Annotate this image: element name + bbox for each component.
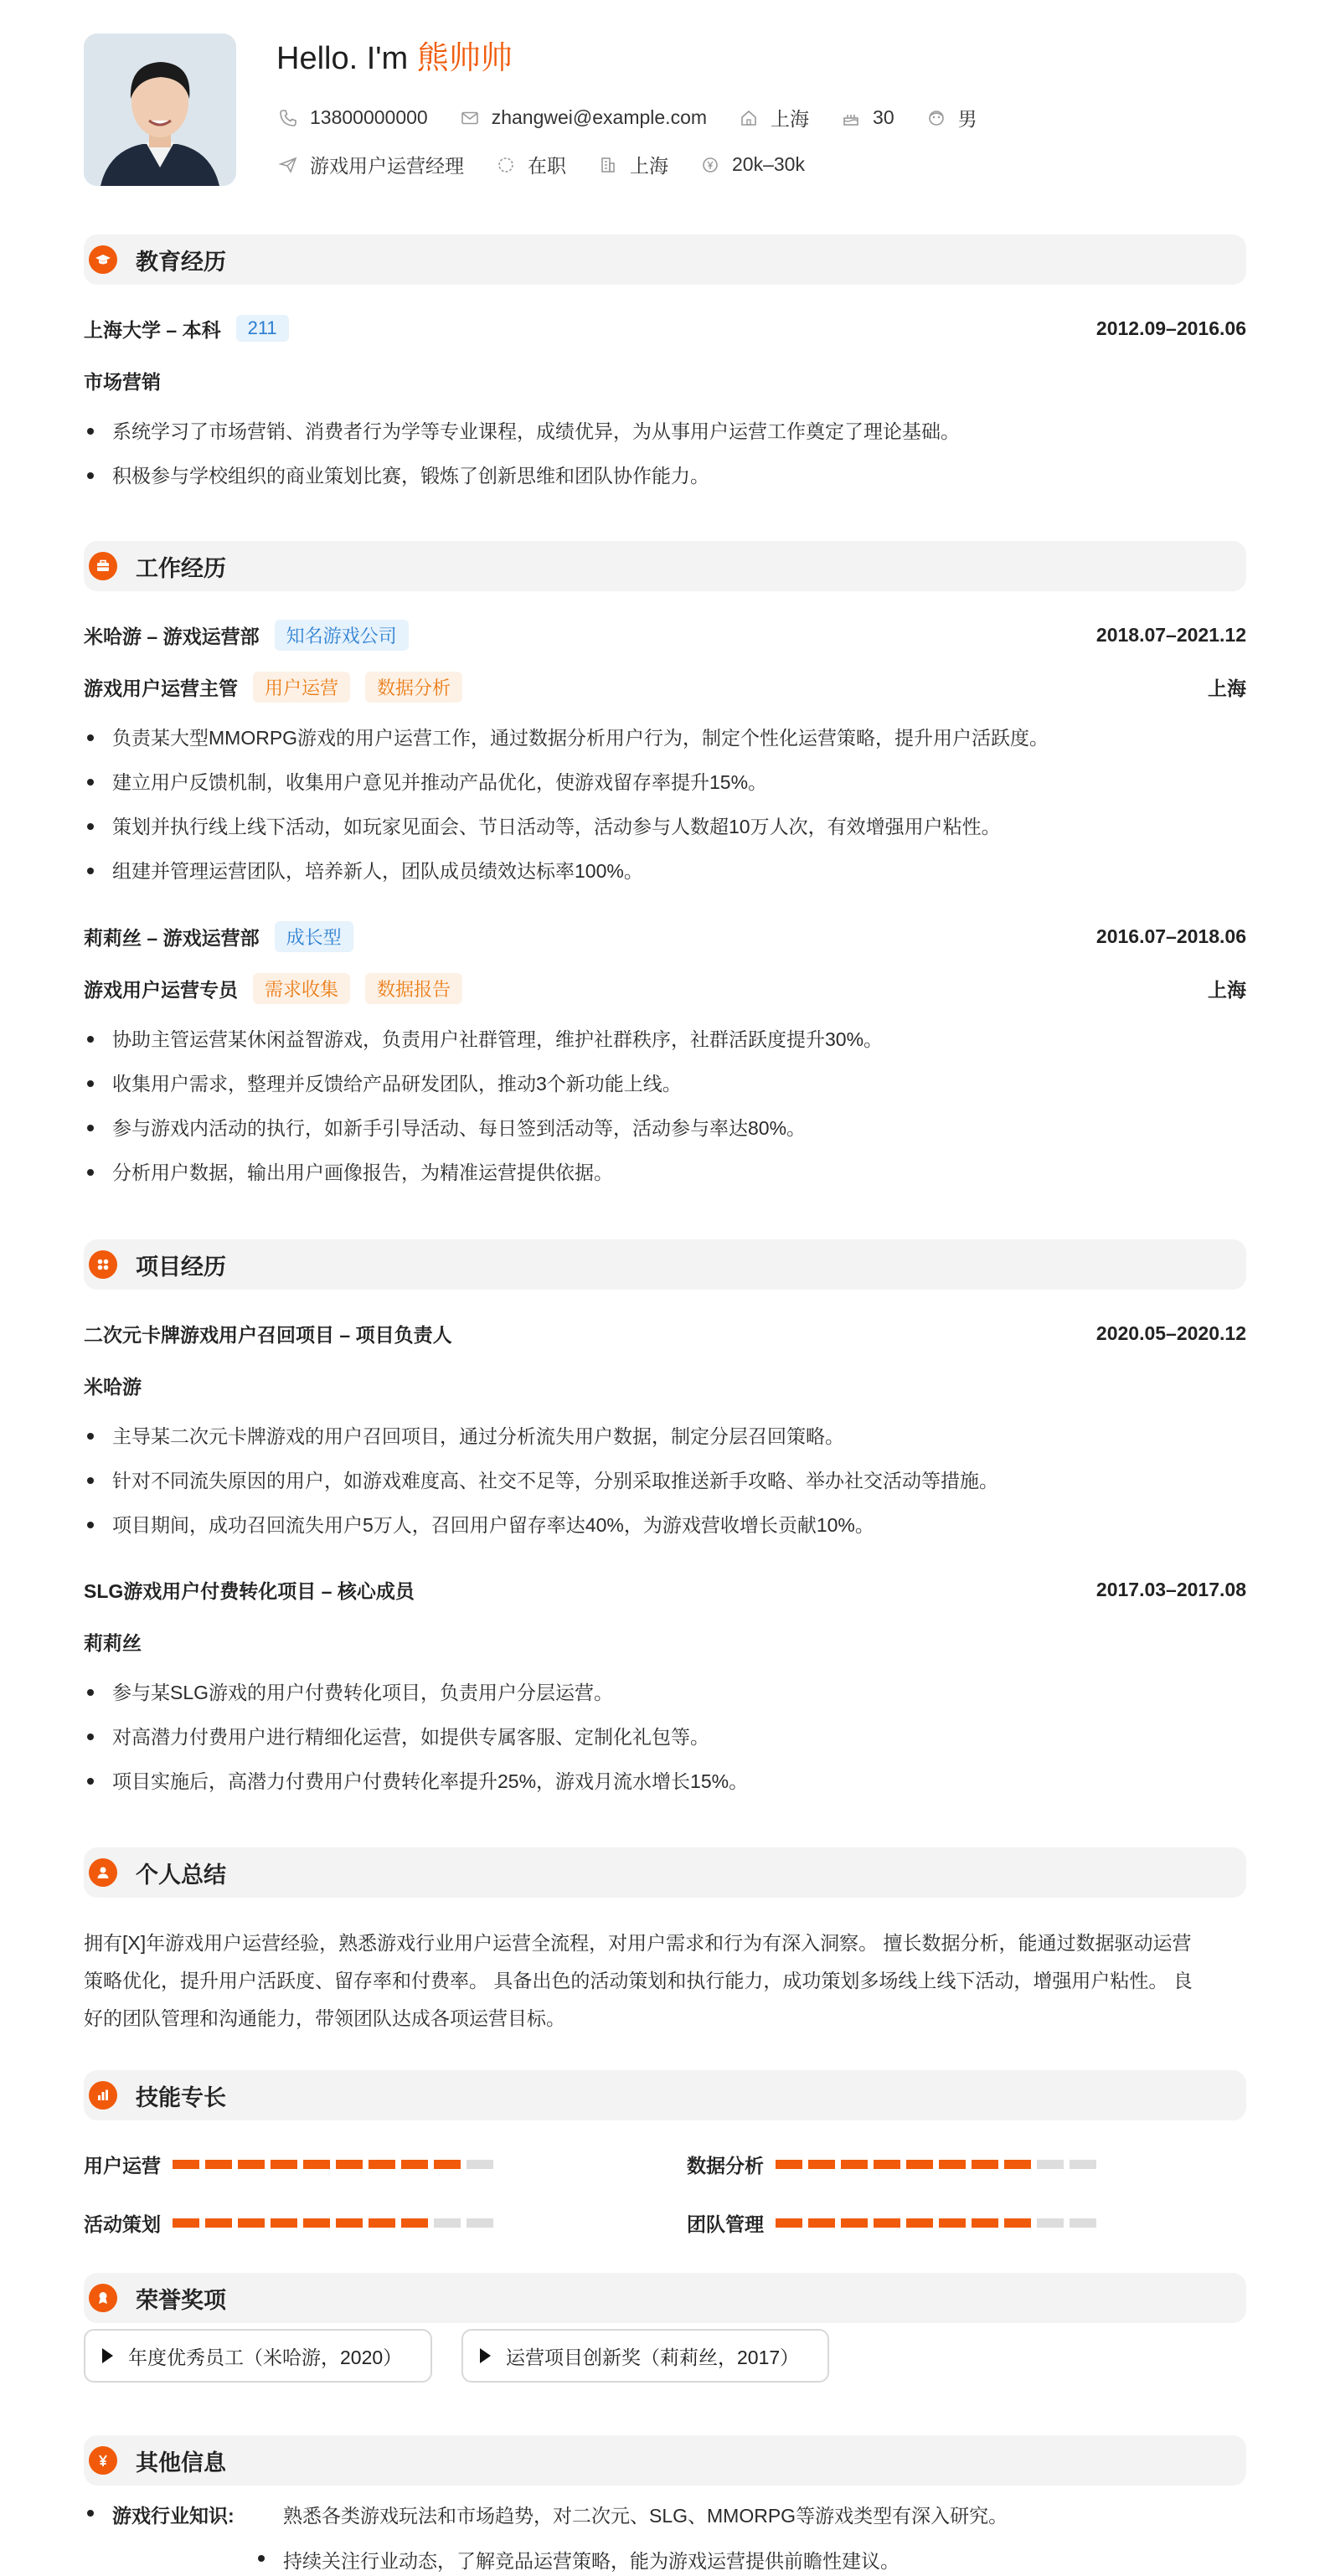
skill-event-planning bbox=[84, 2209, 499, 2237]
hometown-value: 上海 bbox=[771, 108, 810, 130]
section-title: 个人总结 bbox=[136, 1862, 226, 1888]
skill-segment-filled bbox=[808, 2218, 835, 2228]
section-title: 其他信息 bbox=[136, 2450, 226, 2476]
bullet-dot bbox=[87, 2510, 94, 2517]
section-title: 技能专长 bbox=[136, 2084, 226, 2110]
greeting-text: Hello. I'm bbox=[276, 41, 417, 76]
skill-segment-filled bbox=[1004, 2160, 1031, 2169]
skill-segment-filled bbox=[401, 2160, 428, 2169]
skill-segment-filled bbox=[808, 2160, 835, 2169]
list-item: 针对不同流失原因的用户，如游戏难度高、社交不足等，分别采取推送新手攻略、举办社交活动等措施。 bbox=[84, 1468, 1246, 1512]
skill-segment-filled bbox=[173, 2160, 199, 2169]
company-tag: 成长型 bbox=[275, 921, 353, 952]
grid-icon bbox=[89, 1250, 117, 1279]
work-date: 2016.07–2018.06 bbox=[1095, 925, 1246, 947]
company-name: 莉莉丝 – 游戏运营部 bbox=[84, 926, 260, 949]
section-education bbox=[84, 234, 1246, 285]
email-item bbox=[460, 106, 707, 129]
cake-icon bbox=[841, 108, 861, 128]
skill-segment-filled bbox=[972, 2160, 998, 2169]
greeting-title bbox=[276, 32, 513, 78]
skill-team-management bbox=[687, 2209, 1102, 2237]
skill-segment-empty bbox=[467, 2160, 493, 2169]
skill-segment-filled bbox=[841, 2160, 868, 2169]
skill-segment-empty bbox=[1037, 2160, 1064, 2169]
education-bullets bbox=[84, 419, 1246, 507]
list-item: 项目实施后，高潜力付费用户付费转化率提升25%，游戏月流水增长15%。 bbox=[84, 1769, 1246, 1813]
section-title: 项目经历 bbox=[136, 1254, 226, 1280]
skill-segment-filled bbox=[303, 2160, 330, 2169]
work-role-2 bbox=[84, 973, 1246, 1003]
status-icon bbox=[496, 155, 516, 175]
summary-line: 好的团队管理和沟通能力，带领团队达成各项运营目标。 bbox=[84, 2007, 565, 2029]
position-value: 游戏用户运营经理 bbox=[310, 155, 464, 177]
project-company: 米哈游 bbox=[84, 1375, 142, 1398]
award-label: 运营项目创新奖（莉莉丝，2017） bbox=[506, 2346, 800, 2368]
graduation-cap-icon bbox=[89, 245, 117, 274]
section-skills bbox=[84, 2070, 1246, 2120]
project-date: 2017.03–2017.08 bbox=[1095, 1578, 1246, 1600]
work-bullets-1 bbox=[84, 725, 1246, 903]
bar-chart-icon bbox=[89, 2081, 117, 2110]
bullet-dot bbox=[258, 2555, 265, 2562]
candidate-name: 熊帅帅 bbox=[416, 41, 513, 76]
skill-segment-filled bbox=[874, 2160, 900, 2169]
skill-name: 团队管理 bbox=[687, 2213, 764, 2235]
hometown-item bbox=[739, 104, 809, 131]
award-card bbox=[84, 2329, 432, 2383]
project-title: 二次元卡牌游戏用户召回项目 – 项目负责人 bbox=[84, 1323, 452, 1346]
list-item: 参与某SLG游戏的用户付费转化项目，负责用户分层运营。 bbox=[84, 1680, 1246, 1724]
skill-segment-filled bbox=[776, 2218, 802, 2228]
list-item: 项目期间，成功召回流失用户5万人，召回用户留存率达40%，为游戏营收增长贡献10%。 bbox=[84, 1512, 1246, 1557]
home-icon bbox=[739, 108, 759, 128]
skill-segment-filled bbox=[939, 2218, 966, 2228]
other-label: 游戏行业知识: bbox=[112, 2505, 235, 2527]
role-title: 游戏用户运营专员 bbox=[84, 978, 238, 1001]
age-item bbox=[841, 106, 894, 129]
position-item bbox=[278, 151, 464, 178]
section-other bbox=[84, 2435, 1246, 2486]
list-item: 建立用户反馈机制，收集用户意见并推动产品优化，使游戏留存率提升15%。 bbox=[84, 770, 1246, 814]
project-title: SLG游戏用户付费转化项目 – 核心成员 bbox=[84, 1579, 415, 1602]
briefcase-icon bbox=[89, 552, 117, 580]
skill-segment-filled bbox=[401, 2218, 428, 2228]
skill-segment-filled bbox=[271, 2160, 297, 2169]
phone-value: 13800000000 bbox=[310, 106, 428, 128]
work-header-2 bbox=[84, 921, 1246, 951]
skill-level-bar bbox=[173, 2218, 499, 2228]
skill-tag: 用户运营 bbox=[253, 672, 350, 703]
list-item: 积极参与学校组织的商业策划比赛，锻炼了创新思维和团队协作能力。 bbox=[84, 463, 1246, 507]
other-row-1 bbox=[84, 2501, 1246, 2531]
major-row bbox=[84, 365, 1246, 395]
salary-item bbox=[700, 153, 805, 176]
list-item: 协助主管运营某休闲益智游戏，负责用户社群管理，维护社群秩序，社群活跃度提升30%。 bbox=[84, 1027, 1246, 1071]
role-title: 游戏用户运营主管 bbox=[84, 677, 238, 699]
skill-segment-filled bbox=[173, 2218, 199, 2228]
summary-line: 策略优化，提升用户活跃度、留存率和付费率。 具备出色的活动策划和执行能力，成功策划多场线上线下活动，增强用户粘性。 良 bbox=[84, 1970, 1193, 1991]
coin-icon bbox=[700, 155, 720, 175]
school-tag: 211 bbox=[236, 315, 289, 342]
list-item: 组建并管理运营团队，培养新人，团队成员绩效达标率100%。 bbox=[84, 858, 1246, 903]
skill-segment-filled bbox=[205, 2160, 232, 2169]
project-company-2 bbox=[84, 1626, 1246, 1656]
phone-item bbox=[278, 106, 428, 129]
yen-icon bbox=[89, 2446, 117, 2475]
other-item: 持续关注行业动态，了解竞品运营策略，能为游戏运营提供前瞻性建议。 bbox=[283, 2550, 900, 2572]
skill-tag: 需求收集 bbox=[253, 973, 350, 1004]
project-bullets-2 bbox=[84, 1680, 1246, 1813]
list-item: 策划并执行线上线下活动，如玩家见面会、节日活动等，活动参与人数超10万人次，有效增强用户粘性。 bbox=[84, 814, 1246, 858]
skill-tag: 数据报告 bbox=[365, 973, 462, 1004]
skill-segment-filled bbox=[776, 2160, 802, 2169]
skill-name: 活动策划 bbox=[84, 2213, 161, 2235]
list-item: 分析用户数据，输出用户画像报告，为精准运营提供依据。 bbox=[84, 1160, 1246, 1204]
skill-level-bar bbox=[173, 2160, 499, 2169]
skill-segment-filled bbox=[939, 2160, 966, 2169]
company-name: 米哈游 – 游戏运营部 bbox=[84, 625, 260, 647]
project-bullets-1 bbox=[84, 1424, 1246, 1557]
skill-user-ops bbox=[84, 2151, 499, 2178]
skill-tag: 数据分析 bbox=[365, 672, 462, 703]
city-item bbox=[598, 151, 668, 178]
project-company: 莉莉丝 bbox=[84, 1631, 142, 1654]
other-item: 熟悉各类游戏玩法和市场趋势，对二次元、SLG、MMORPG等游戏类型有深入研究。 bbox=[283, 2505, 1008, 2527]
skill-segment-filled bbox=[434, 2160, 461, 2169]
work-date: 2018.07–2021.12 bbox=[1095, 623, 1246, 646]
gender-icon bbox=[926, 108, 946, 128]
section-summary bbox=[84, 1847, 1246, 1898]
avatar bbox=[84, 33, 236, 186]
skill-segment-filled bbox=[336, 2218, 363, 2228]
skill-segment-filled bbox=[271, 2218, 297, 2228]
skill-segment-empty bbox=[434, 2218, 461, 2228]
project-header-1 bbox=[84, 1318, 1246, 1348]
contact-row bbox=[278, 104, 1009, 131]
list-item: 参与游戏内活动的执行，如新手引导活动、每日签到活动等，活动参与率达80%。 bbox=[84, 1115, 1246, 1160]
gender-value: 男 bbox=[957, 108, 977, 130]
skill-segment-empty bbox=[1070, 2218, 1096, 2228]
mail-icon bbox=[460, 108, 480, 128]
school-name: 上海大学 – 本科 bbox=[84, 318, 221, 341]
skill-segment-filled bbox=[205, 2218, 232, 2228]
skill-segment-filled bbox=[1004, 2218, 1031, 2228]
summary-line: 拥有[X]年游戏用户运营经验，熟悉游戏行业用户运营全流程，对用户需求和行为有深入洞察。 擅长数据分析，能通过数据驱动运营 bbox=[84, 1932, 1192, 1954]
status-item bbox=[496, 151, 566, 178]
list-item: 系统学习了市场营销、消费者行为学等专业课程，成绩优异，为从事用户运营工作奠定了理论基础。 bbox=[84, 419, 1246, 463]
skill-data-analysis bbox=[687, 2151, 1102, 2178]
skill-segment-filled bbox=[874, 2218, 900, 2228]
skill-segment-empty bbox=[1070, 2160, 1096, 2169]
skill-segment-filled bbox=[303, 2218, 330, 2228]
skill-segment-empty bbox=[467, 2218, 493, 2228]
resume-header bbox=[84, 0, 1246, 209]
section-work bbox=[84, 541, 1246, 591]
work-bullets-2 bbox=[84, 1027, 1246, 1204]
work-header-1 bbox=[84, 620, 1246, 650]
company-tag: 知名游戏公司 bbox=[275, 620, 409, 651]
award-icon bbox=[89, 2284, 117, 2312]
email-value: zhangwei@example.com bbox=[491, 106, 708, 128]
building-icon bbox=[598, 155, 618, 175]
major-name: 市场营销 bbox=[84, 370, 161, 393]
list-item: 收集用户需求，整理并反馈给产品研发团队，推动3个新功能上线。 bbox=[84, 1071, 1246, 1115]
education-date: 2012.09–2016.06 bbox=[1095, 317, 1246, 339]
work-role-1 bbox=[84, 672, 1246, 702]
triangle-icon bbox=[480, 2348, 491, 2363]
work-city: 上海 bbox=[1208, 978, 1246, 1001]
other-row-2 bbox=[84, 2546, 1246, 2576]
triangle-icon bbox=[102, 2348, 113, 2363]
skill-segment-filled bbox=[336, 2160, 363, 2169]
project-date: 2020.05–2020.12 bbox=[1095, 1321, 1246, 1344]
skill-segment-filled bbox=[972, 2218, 998, 2228]
skill-name: 用户运营 bbox=[84, 2155, 161, 2177]
skill-segment-filled bbox=[238, 2160, 265, 2169]
skill-name: 数据分析 bbox=[687, 2155, 764, 2177]
skill-segment-filled bbox=[906, 2160, 933, 2169]
section-honors bbox=[84, 2273, 1246, 2323]
work-city: 上海 bbox=[1208, 677, 1246, 699]
section-projects bbox=[84, 1239, 1246, 1290]
section-title: 工作经历 bbox=[136, 555, 226, 581]
education-header bbox=[84, 313, 1246, 343]
summary-text bbox=[84, 1924, 1246, 2038]
phone-icon bbox=[278, 108, 298, 128]
skill-level-bar bbox=[776, 2160, 1102, 2169]
project-company-1 bbox=[84, 1370, 1246, 1400]
list-item: 负责某大型MMORPG游戏的用户运营工作，通过数据分析用户行为，制定个性化运营策略，提升用户活跃度。 bbox=[84, 725, 1246, 770]
city-value: 上海 bbox=[630, 155, 668, 177]
section-title: 荣誉奖项 bbox=[136, 2287, 226, 2313]
skill-level-bar bbox=[776, 2218, 1102, 2228]
job-row bbox=[278, 151, 837, 178]
send-icon bbox=[278, 155, 298, 175]
skill-segment-filled bbox=[369, 2218, 395, 2228]
skill-segment-filled bbox=[906, 2218, 933, 2228]
skill-segment-filled bbox=[369, 2160, 395, 2169]
skill-segment-filled bbox=[238, 2218, 265, 2228]
list-item: 对高潜力付费用户进行精细化运营，如提供专属客服、定制化礼包等。 bbox=[84, 1724, 1246, 1769]
status-value: 在职 bbox=[528, 155, 566, 177]
section-title: 教育经历 bbox=[136, 249, 226, 275]
award-label: 年度优秀员工（米哈游，2020） bbox=[128, 2346, 403, 2368]
skill-segment-filled bbox=[841, 2218, 868, 2228]
user-icon bbox=[89, 1858, 117, 1887]
age-value: 30 bbox=[873, 106, 894, 128]
skill-segment-empty bbox=[1037, 2218, 1064, 2228]
project-header-2 bbox=[84, 1574, 1246, 1605]
gender-item bbox=[926, 104, 977, 131]
award-card bbox=[461, 2329, 829, 2383]
salary-value: 20k–30k bbox=[732, 153, 805, 175]
list-item: 主导某二次元卡牌游戏的用户召回项目，通过分析流失用户数据，制定分层召回策略。 bbox=[84, 1424, 1246, 1468]
